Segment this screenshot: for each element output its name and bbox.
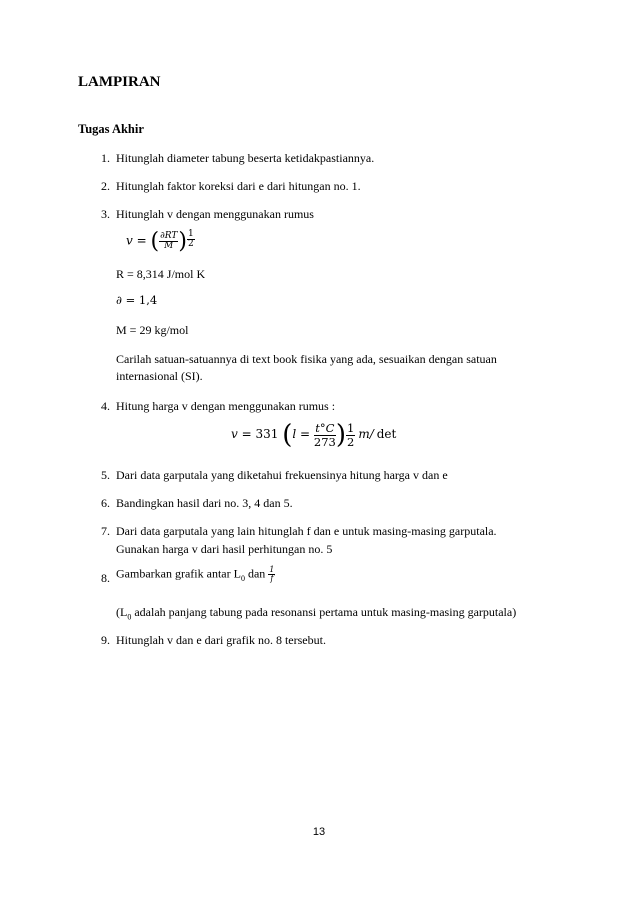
list-item-text: Hitunglah diameter tabung beserta ketidakpastiannya. bbox=[116, 151, 375, 165]
list-number: 8. bbox=[101, 571, 110, 585]
list-item-text: Hitunglah faktor koreksi dari e dari hitungan no. 1. bbox=[116, 179, 361, 193]
list-item-text: Hitunglah v dan e dari grafik no. 8 tersebut. bbox=[116, 633, 326, 647]
list-number: 9. bbox=[101, 633, 110, 647]
list-item-text: Dari data garputala yang diketahui frekuensinya hitung harga v dan e bbox=[116, 468, 448, 482]
graph-note: ($L_0$ adalah panjang tabung pada resonansi pertama untuk masing-masing garputala) bbox=[116, 605, 517, 622]
list-number: 4. bbox=[101, 399, 110, 413]
temperature-velocity-formula: v = 331 (l = $\frac{t^\circ C}{273}$ ) $\frac{1}{2}$ m/ det bbox=[231, 420, 397, 450]
list-number: 6. bbox=[101, 496, 110, 510]
section-subheading: Tugas Akhir bbox=[78, 122, 144, 136]
constant-partial: ∂ = 1,4 bbox=[116, 293, 158, 307]
list-item-text: Gunakan harga v dari hasil perhitungan no. 5 bbox=[116, 542, 333, 556]
list-item-text: Gambarkan grafik antar $L_0$ dan $\frac{1}{f}$ bbox=[116, 565, 275, 584]
list-number: 1. bbox=[101, 151, 110, 165]
list-number: 3. bbox=[101, 207, 110, 221]
page-heading: LAMPIRAN bbox=[78, 74, 161, 90]
list-item-text: Bandingkan hasil dari no. 3, 4 dan 5. bbox=[116, 496, 293, 510]
list-number: 5. bbox=[101, 468, 110, 482]
velocity-formula: v = ( $\frac{\partial RT}{M}$ ) $\frac{1}{2}$ bbox=[126, 228, 194, 254]
constant-m: M = 29 kg/mol bbox=[116, 323, 189, 337]
constant-r: R = 8,314 J/mol K bbox=[116, 267, 206, 281]
list-item-text: Dari data garputala yang lain hitunglah f dan e untuk masing-masing garputala. bbox=[116, 524, 497, 538]
search-note-line2: internasional (SI). bbox=[116, 369, 203, 383]
list-number: 2. bbox=[101, 179, 110, 193]
search-note-line1: Carilah satuan-satuannya di text book fisika yang ada, sesuaikan dengan satuan bbox=[116, 352, 497, 366]
list-number: 7. bbox=[101, 524, 110, 538]
list-item-text: Hitung harga v dengan menggunakan rumus : bbox=[116, 399, 336, 413]
list-item-text: Hitunglah v dengan menggunakan rumus bbox=[116, 207, 314, 221]
page-number: 13 bbox=[312, 826, 326, 838]
